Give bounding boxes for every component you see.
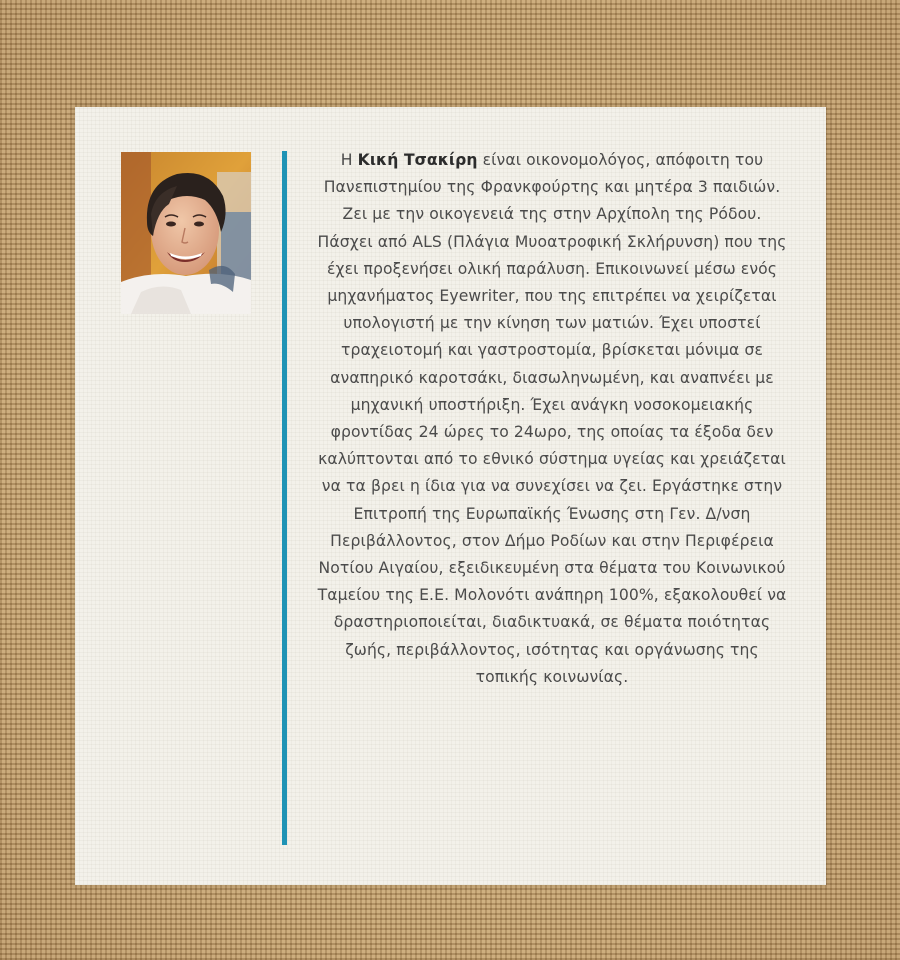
bio-text: είναι οικονομολόγος, απόφοιτη του Πανεπιστημίου της Φρανκφούρτης και μητέρα 3 παιδιών. Ζει με την οικογενειά της στην Αρχίπολη της Ρόδου. Πάσχει από ALS (Πλάγια Μυοατροφική Σκλήρυνση) που της έχει προξενήσει ολική παράλυση. Επικοινωνεί μέσω ενός μηχανήματος Eyewriter, που της επιτρέπει να χειρίζεται υπολογιστή με την κίνηση των ματιών. Έχει υποστεί τραχειοτομή και γαστροστομία, βρίσκεται μόνιμα σε αναπηρικό καροτσάκι, διασωληνωμένη, και αναπνέει με μηχανική υποστήριξη. Έχει ανάγκη νοσοκομειακής φροντίδας 24 ώρες το 24ωρο, της οποίας τα έξοδα δεν καλύπτονται από το εθνικό σύστημα υγείας και χρειάζεται να τα βρει η ίδια για να συνεχίσει να ζει. Εργάστηκε στην Επιτροπή της Ευρωπαϊκής Ένωσης στη Γεν. Δ/νση Περιβάλλοντος, στον Δήμο Ροδίων και στην Περιφέρεια Νοτίου Αιγαίου, εξειδικευμένη στα θέματα του Κοινωνικού Ταμείου της Ε.Ε. Μολονότι ανάπηρη 100%, εξακολουθεί να δραστηριοποιείται, διαδικτυακά, σε θέματα ποιότητας ζωής, περιβάλλοντος, ισότητας και οργάνωσης της τοπικής κοινωνίας. <box>317 151 787 686</box>
portrait-photo <box>121 152 251 314</box>
accent-bar <box>282 151 287 845</box>
person-name: Κική Τσακίρη <box>357 151 478 169</box>
bio-lead: Η <box>340 151 358 169</box>
bio-card <box>75 107 826 885</box>
bio-paragraph <box>317 147 787 691</box>
